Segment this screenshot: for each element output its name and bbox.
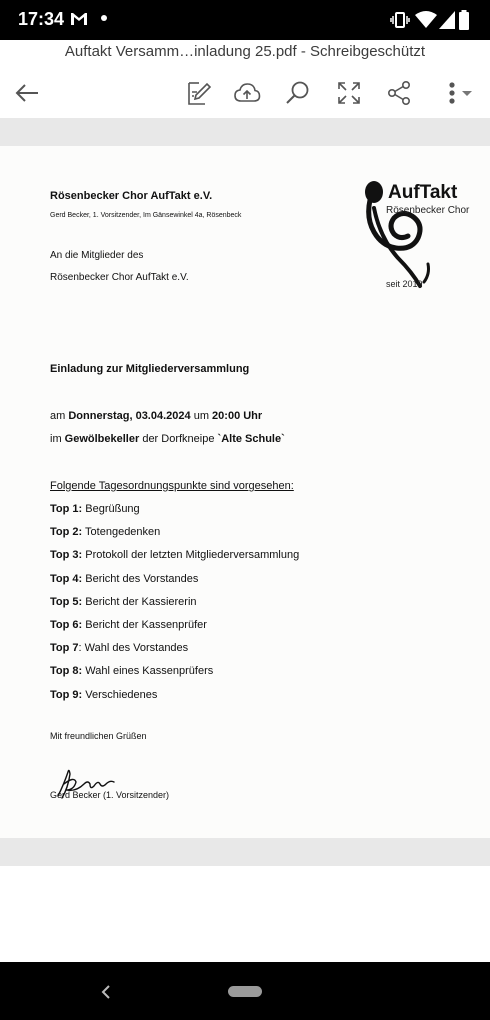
agenda-item: Top 4: Bericht des Vorstandes	[50, 573, 199, 585]
signature-name: Gerd Becker (1. Vorsitzender)	[50, 790, 170, 800]
agenda-item: Top 9: Verschiedenes	[50, 689, 158, 701]
more-options-button[interactable]	[436, 76, 480, 110]
battery-icon	[458, 10, 470, 30]
agenda-item: Top 3: Protokoll der letzten Mitgliederversammlung	[50, 549, 300, 561]
closing-greeting: Mit freundlichen Grüßen	[50, 731, 147, 741]
status-bar	[0, 0, 490, 40]
logo-subtitle: Rösenbecker Chor	[386, 205, 470, 216]
status-time: 17:34	[18, 9, 65, 29]
invitation-heading: Einladung zur Mitgliederversammlung	[50, 363, 250, 375]
nav-back-icon[interactable]	[98, 982, 114, 1002]
fullscreen-icon	[337, 81, 361, 105]
agenda-item: Top 5: Bericht der Kassiererin	[50, 596, 197, 608]
share-button[interactable]	[382, 76, 416, 110]
notification-dot-icon	[101, 15, 107, 21]
recipient-line-1: An die Mitglieder des	[50, 250, 144, 261]
edit-button[interactable]	[181, 76, 215, 110]
title-bar	[0, 40, 490, 68]
cloud-upload-icon	[233, 80, 261, 106]
gmail-icon	[70, 11, 88, 26]
search-button[interactable]	[281, 76, 315, 110]
meeting-date: am Donnerstag, 03.04.2024 um 20:00 Uhr	[50, 410, 263, 422]
home-pill-icon[interactable]	[228, 986, 262, 997]
back-button[interactable]	[10, 76, 44, 110]
recipient-line-2: Rösenbecker Chor AufTakt e.V.	[50, 272, 189, 283]
navigation-bar	[0, 962, 490, 1020]
upload-button[interactable]	[230, 76, 264, 110]
agenda-item: Top 7: Wahl des Vorstandes	[50, 642, 189, 654]
document-title: Auftakt Versamm…inladung 25.pdf - Schreibgeschützt	[64, 43, 426, 60]
sender-name: Rösenbecker Chor AufTakt e.V.	[50, 190, 213, 202]
edit-document-icon	[185, 80, 211, 106]
viewer-background	[0, 866, 490, 962]
logo-since: seit 2019	[386, 279, 423, 289]
agenda-item: Top 1: Begrüßung	[50, 503, 140, 515]
agenda-item: Top 2: Totengedenken	[50, 526, 161, 538]
share-icon	[386, 80, 412, 106]
page-gap-top	[0, 118, 490, 146]
agenda-intro: Folgende Tagesordnungspunkte sind vorgesehen:	[50, 480, 294, 492]
logo-title: AufTakt	[388, 182, 458, 203]
toolbar	[0, 68, 490, 118]
fullscreen-button[interactable]	[332, 76, 366, 110]
search-icon	[285, 80, 311, 106]
more-vert-icon	[438, 80, 478, 106]
signal-icon	[438, 10, 456, 30]
arrow-left-icon	[14, 80, 40, 106]
agenda-item: Top 8: Wahl eines Kassenprüfers	[50, 665, 214, 677]
agenda-item: Top 6: Bericht der Kassenprüfer	[50, 619, 207, 631]
wifi-icon	[414, 10, 438, 30]
vibrate-icon	[390, 10, 410, 30]
sender-address: Gerd Becker, 1. Vorsitzender, Im Gänsewinkel 4a, Rösenbeck	[50, 212, 242, 219]
page-gap-bottom	[0, 838, 490, 866]
meeting-location: im Gewölbekeller der Dorfkneipe `Alte Schule`	[50, 433, 285, 445]
